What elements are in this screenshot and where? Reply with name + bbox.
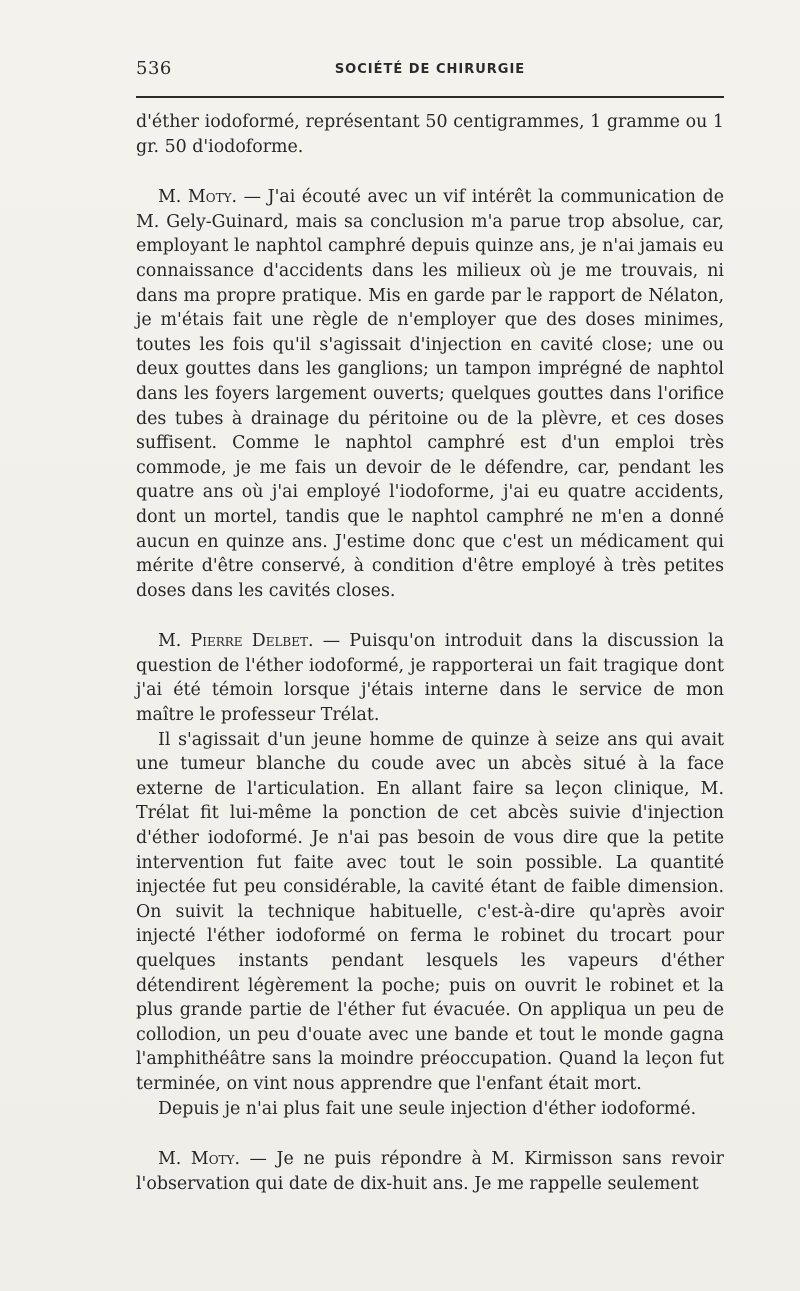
paragraph-moty-1: [136, 185, 724, 603]
body-text: [136, 110, 724, 1196]
speaker-name: M. Pierre Delbet.: [158, 631, 314, 652]
paragraph-delbet: [136, 629, 724, 727]
paragraph-text: — Je ne puis répondre à M. Kirmisson sans revoir l'observation qui date de dix-huit ans. Je me rappelle seulement: [136, 1149, 724, 1194]
paragraph-conclusion: [136, 1097, 724, 1122]
speaker-name: M. Moty.: [158, 1149, 240, 1170]
paragraph-text: Il s'agissait d'un jeune homme de quinze à seize ans qui avait une tumeur blanche du coude avec un abcès situé à la face externe de l'articulation. En allant faire sa leçon clinique, M. Trélat fit lui-même la ponction de cet abcès suivie d'injection d'éther iodoformé. Je n'ai pas besoin de vous dire que la petite intervention fut faite avec tout le soin possible. La quantité injectée fut peu considérable, la cavité étant de faible dimension. On suivit la technique habituelle, c'est-à-dire qu'après avoir injecté l'éther iodoformé on ferma le robinet du trocart pour quelques instants pendant lesquels les vapeurs d'éther détendirent légèrement la poche; puis on ouvrit le robinet et la plus grande partie de l'éther fut évacuée. On appliqua un peu de collodion, un peu d'ouate avec une bande et tout le monde gagna l'amphithéâtre sans la moindre préoccupation. Quand la leçon fut terminée, on vint nous apprendre que l'enfant était mort.: [136, 729, 724, 1094]
running-title: SOCIÉTÉ DE CHIRURGIE: [334, 62, 526, 77]
paragraph-text: d'éther iodoformé, représentant 50 centigrammes, 1 gramme ou 1 gr. 50 d'iodoforme.: [136, 112, 724, 157]
paragraph-moty-2: [136, 1147, 724, 1196]
paragraph-case: [136, 728, 724, 1097]
paragraph-continuation: [136, 110, 724, 159]
header-rule: [136, 96, 724, 98]
page-header: [136, 58, 724, 86]
paragraph-text: — Puisqu'on introduit dans la discussion la question de l'éther iodoformé, je rapporterai un fait tragique dont j'ai été témoin lorsque j'étais interne dans le service de mon maître le professeur Trélat.: [136, 631, 724, 726]
page-number: 536: [136, 58, 172, 79]
paragraph-text: — J'ai écouté avec un vif intérêt la communication de M. Gely-Guinard, mais sa conclusion m'a parue trop absolue, car, employant le naphtol camphré depuis quinze ans, je n'ai jamais eu connaissance d'accidents dans les milieux où je me trouvais, ni dans ma propre pratique. Mis en garde par le rapport de Nélaton, je m'étais fait une règle de n'employer que des doses minimes, toutes les fois qu'il s'agissait d'injection en cavité close; une ou deux gouttes dans les ganglions; un tampon imprégné de naphtol dans les foyers largement ouverts; quelques gouttes dans l'orifice des tubes à drainage du péritoine ou de la plèvre, et ces doses suffisent. Comme le naphtol camphré est d'un emploi très commode, je me fais un devoir de le défendre, car, pendant les quatre ans où j'ai employé l'iodoforme, j'ai eu quatre accidents, dont un mortel, tandis que le naphtol camphré ne m'en a donné aucun en quinze ans. J'estime donc que c'est un médicament qui mérite d'être conservé, à condition d'être employé à très petites doses dans les cavités closes.: [136, 187, 724, 601]
speaker-name: M. Moty.: [158, 187, 238, 208]
paragraph-text: Depuis je n'ai plus fait une seule injection d'éther iodoformé.: [158, 1098, 697, 1119]
